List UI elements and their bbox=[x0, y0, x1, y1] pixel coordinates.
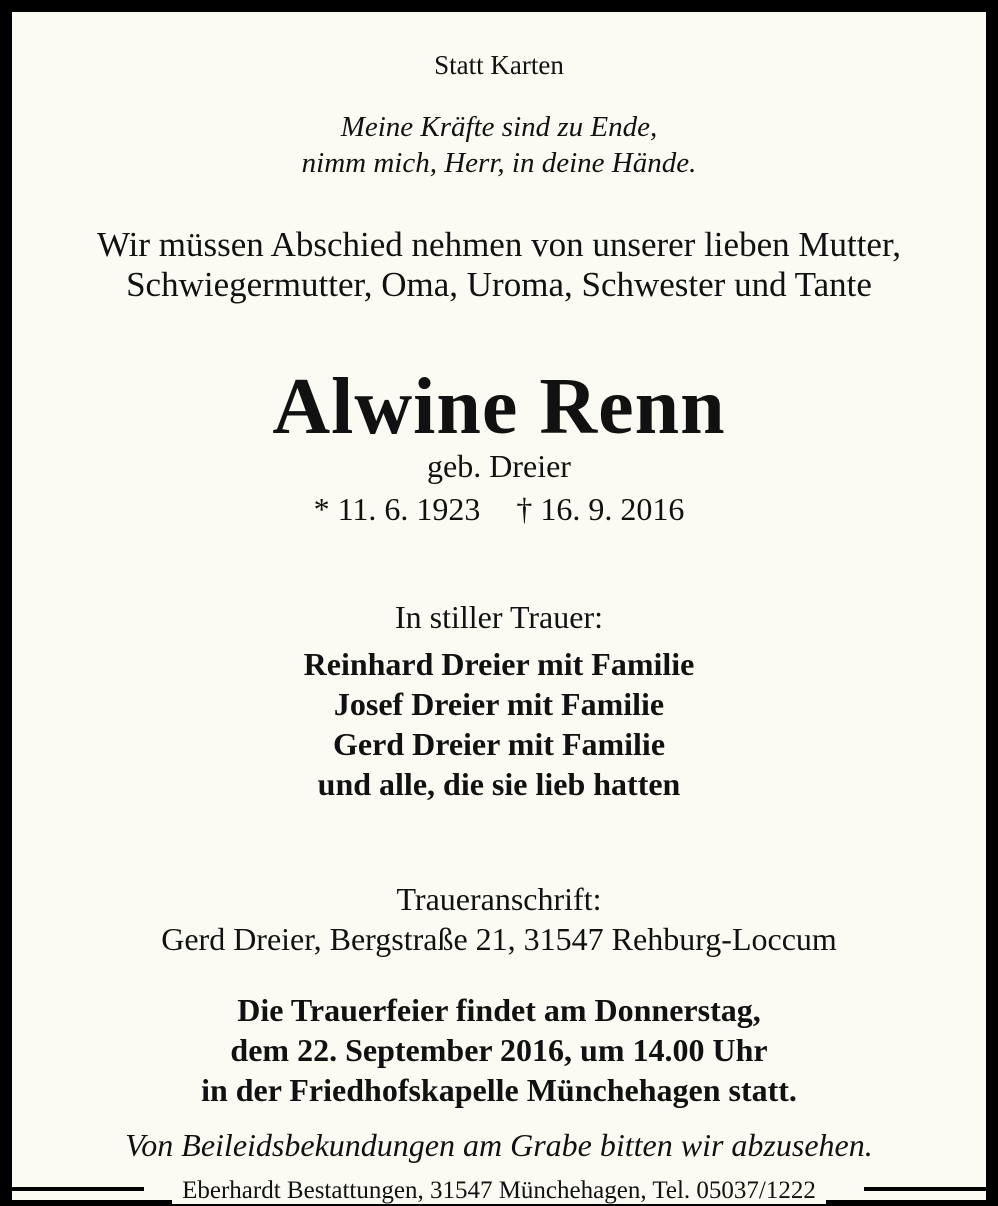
mourner-line: Josef Dreier mit Familie bbox=[333, 686, 665, 722]
service-line-1: Die Trauerfeier findet am Donnerstag, bbox=[237, 992, 761, 1028]
verse-line-2: nimm mich, Herr, in deine Hände. bbox=[301, 147, 697, 179]
mourner-line: Reinhard Dreier mit Familie bbox=[303, 646, 695, 682]
deceased-name: Alwine Renn bbox=[272, 363, 726, 451]
maiden-name: geb. Dreier bbox=[427, 448, 571, 484]
service-line-3: in der Friedhofskapelle Münchehagen statt. bbox=[201, 1072, 797, 1108]
verse-line-1: Meine Kräfte sind zu Ende, bbox=[340, 111, 658, 143]
mourning-address-label: Traueranschrift: bbox=[396, 881, 602, 917]
funeral-home-footer bbox=[12, 1176, 986, 1206]
life-dates bbox=[12, 489, 986, 529]
condolence-note: Von Beileidsbekundungen am Grabe bitten wir abzusehen. bbox=[125, 1127, 873, 1163]
mourning-address: Gerd Dreier, Bergstraße 21, 31547 Rehburg-Loccum bbox=[161, 921, 837, 957]
header-text: Statt Karten bbox=[434, 50, 564, 80]
intro-line-2: Schwiegermutter, Oma, Uroma, Schwester und Tante bbox=[126, 265, 872, 304]
mourner-line: und alle, die sie lieb hatten bbox=[317, 766, 681, 802]
intro-line-1: Wir müssen Abschied nehmen von unserer lieben Mutter, bbox=[97, 225, 901, 264]
mourning-label: In stiller Trauer: bbox=[395, 599, 603, 635]
funeral-home-text: Eberhardt Bestattungen, 31547 Münchehagen, Tel. 05037/1222 bbox=[172, 1177, 826, 1204]
death-date: † 16. 9. 2016 bbox=[516, 491, 685, 527]
service-line-2: dem 22. September 2016, um 14.00 Uhr bbox=[230, 1032, 768, 1068]
birth-date: * 11. 6. 1923 bbox=[313, 491, 481, 527]
mourner-line: Gerd Dreier mit Familie bbox=[332, 726, 666, 762]
